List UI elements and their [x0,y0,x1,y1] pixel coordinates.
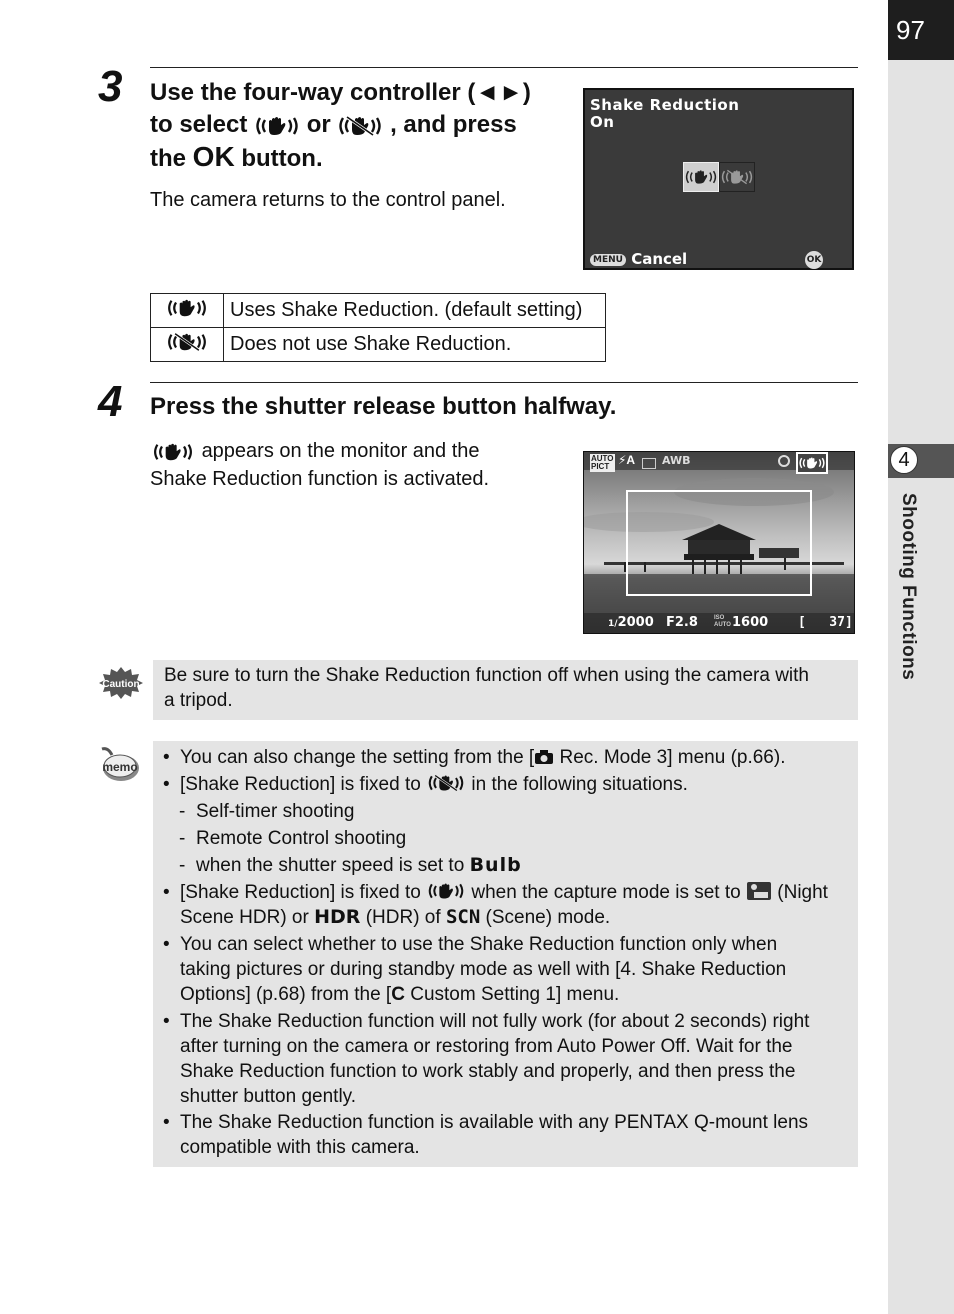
ok-button[interactable] [805,250,852,287]
af-frame [626,490,812,596]
table-row [151,294,606,328]
page-number: 97 [888,0,954,60]
memo-b4-l2: taking pictures or during standby mode as well with [4. Shake Reduction [180,959,787,980]
memo-b3-a: [Shake Reduction] is fixed to [180,882,421,903]
memo-b5-l2: after turning on the camera or restoring from Auto Power Off. Wait for the [180,1036,793,1057]
step4-body-line1: appears on the monitor and the [201,440,480,462]
shake-reduction-on-icon [150,441,196,463]
sr-off-option[interactable] [719,162,755,192]
cancel-label: Cancel [631,250,688,268]
step4-body-line2: Shake Reduction function is activated. [150,468,490,490]
shake-reduction-on-icon [166,297,208,319]
caution-icon [98,666,144,700]
memo-d2: Remote Control shooting [196,828,407,849]
memo-b2-b: in the following situations. [471,774,688,795]
step4-number: 4 [98,377,123,426]
ok-button-label: OK [192,141,235,172]
night-scene-hdr-icon [746,881,772,901]
shake-reduction-off-icon [426,773,466,793]
white-balance-icon: AWB [662,454,691,467]
memo-b6-l1: The Shake Reduction function is available with any PENTAX Q-mount lens [180,1112,809,1133]
auto-picture-mode-icon [590,454,615,472]
mode-top-label: AUTO [591,454,614,463]
step3-number: 3 [98,62,123,111]
chapter-number: 4 [890,446,918,474]
camera-screen-live-view [583,451,855,634]
shake-reduction-on-icon [684,163,718,191]
iso-top: ISO [714,615,725,621]
list-item: • The Shake Reduction function will not fully work (for about 2 seconds) right after turning on the camera or restoring from Auto Power Off. Wait for the Shake Reduction function to work stably and properly, and then press the shutter button gently. [163,1011,810,1107]
shutter-prefix: 1/ [608,619,618,629]
table-cell: Does not use Shake Reduction. [224,328,606,362]
shake-reduction-status-icon [796,452,828,474]
memo-b3-line2-a: Scene HDR) or [180,907,309,928]
chapter-label: Shooting Functions [898,493,919,681]
metering-icon [778,455,790,467]
step4-heading: Press the shutter release button halfway. [150,393,617,420]
step3-heading-button: button. [241,145,323,172]
shutter-value: 2000 [617,615,654,630]
shake-reduction-table [150,293,606,362]
memo-d3-a: when the shutter speed is set to [196,855,465,876]
caution-text [164,663,854,713]
step3-heading [150,77,570,175]
shake-reduction-on-icon [426,881,466,901]
caution-line2: a tripod. [164,690,233,711]
memo-b1-rest: Rec. Mode 3] menu (p.66). [554,747,786,768]
custom-setting-icon: C [391,984,405,1005]
hdr-mode-label: HDR [314,906,361,928]
table-row [151,328,606,362]
screen1-value: On [590,113,615,131]
memo-d1: Self-timer shooting [196,801,355,822]
step3-heading-line1: Use the four-way controller (◄►) [150,79,531,106]
camera-icon [534,749,554,765]
caution-box [153,660,858,720]
flash-mode-icon: ⚡A [618,453,636,467]
memo-icon-label: memo [102,760,138,774]
step3-heading-or: or [306,111,331,138]
memo-b5-l1: The Shake Reduction function will not fully work (for about 2 seconds) right [180,1011,810,1032]
iso-bottom: AUTO [714,622,731,628]
list-item: • You can select whether to use the Shake Reduction function only when taking pictures or during standby mode as well with [4. Shake Reduction Options] (p.68) from the [C Custom Setting 1] menu. [163,934,787,1005]
sr-on-option-selected[interactable] [683,162,719,192]
caution-line1: Be sure to turn the Shake Reduction function off when using the camera with [164,665,809,686]
shake-reduction-off-icon [166,331,208,353]
shake-reduction-off-icon [337,114,383,138]
table-cell: Uses Shake Reduction. (default setting) [224,294,606,328]
list-item: • The Shake Reduction function is available with any PENTAX Q-mount lens compatible with this camera. [163,1112,809,1158]
drive-mode-icon [642,458,656,469]
iso-value: 1600 [732,615,769,630]
memo-b5-l3: Shake Reduction function to work stably and properly, and then press the [180,1061,796,1082]
memo-b4-l3-b: Custom Setting 1] menu. [404,984,620,1005]
memo-b1-text: You can also change the setting from the [ [180,747,535,768]
memo-b4-l3-a: Options] (p.68) from the [ [180,984,392,1005]
step4-rule [150,382,858,383]
remaining-shots: [ 37] [798,615,853,630]
ok-button-icon: OK [805,251,823,269]
table-icon-cell [151,294,224,328]
iso-auto-icon [714,615,731,629]
scene-mode-label: SCN [445,906,481,928]
shake-reduction-off-icon [720,163,754,191]
ok-label: OK [805,268,830,287]
step3-heading-the: the [150,145,186,172]
step3-rule [150,67,858,68]
mode-bottom-label: PICT [591,462,610,471]
bulb-label: Bulb [469,854,522,876]
memo-b3-line2-c: (Scene) mode. [485,907,611,928]
screen1-title: Shake Reduction [590,96,740,114]
camera-screen-shake-reduction [583,88,854,287]
memo-b4-l1: You can select whether to use the Shake Reduction function only when [180,934,778,955]
step3-heading-to-select: to select [150,111,248,138]
list-item: • [Shake Reduction] is fixed to when the capture mode is set to (Night Scene HDR) or HDR (HDR) of SCN (Scene) mode. [163,882,828,928]
caution-icon-label: Caution [102,679,140,690]
memo-box: • You can also change the setting from the [ Rec. Mode 3] menu (p.66). • [Shake Reduction] is fixed to in the following situations. - Self-timer shooting - Remote Control shooting - when the shutter speed is set to Bulb • [Shake Reduction] is fixed to when the capture mode is set to (Night Scene HDR) or HDR (HDR) of SCN (Scene) mode. • You can select whether to use the Shake Reduction function only when taking pictures or during standby mode as well with [4. Shake Reduction Options] (p.68) from the [C Custom Setting 1] menu. • The Shake Reduction function will not fully work (for about 2 seconds) right after turning on the camera or restoring from Auto Power Off. Wait for the Shake Reduction function to work stably and properly, and then press the shutter button gently. • The Shake Reduction function is available with any PENTAX Q-mount lens compatible with this camera. [153,741,858,1167]
step4-body [150,437,560,493]
memo-b6-l2: compatible with this camera. [180,1137,420,1158]
shake-reduction-on-icon [798,454,826,472]
memo-b3-c: (Night [777,882,828,903]
cancel-button[interactable] [590,250,687,268]
memo-icon [98,745,140,785]
memo-b3-line2-b: (HDR) of [365,907,441,928]
step3-heading-and-press: , and press [390,111,517,138]
menu-button-icon: MENU [590,254,626,266]
memo-b3-b: when the capture mode is set to [471,882,741,903]
step3-body: The camera returns to the control panel. [150,189,506,211]
memo-b5-l4: shutter button gently. [180,1086,357,1107]
aperture-value: F2.8 [666,615,698,630]
shutter-speed [608,615,654,630]
table-icon-cell [151,328,224,362]
memo-b2-a: [Shake Reduction] is fixed to [180,774,421,795]
shake-reduction-on-icon [254,114,300,138]
